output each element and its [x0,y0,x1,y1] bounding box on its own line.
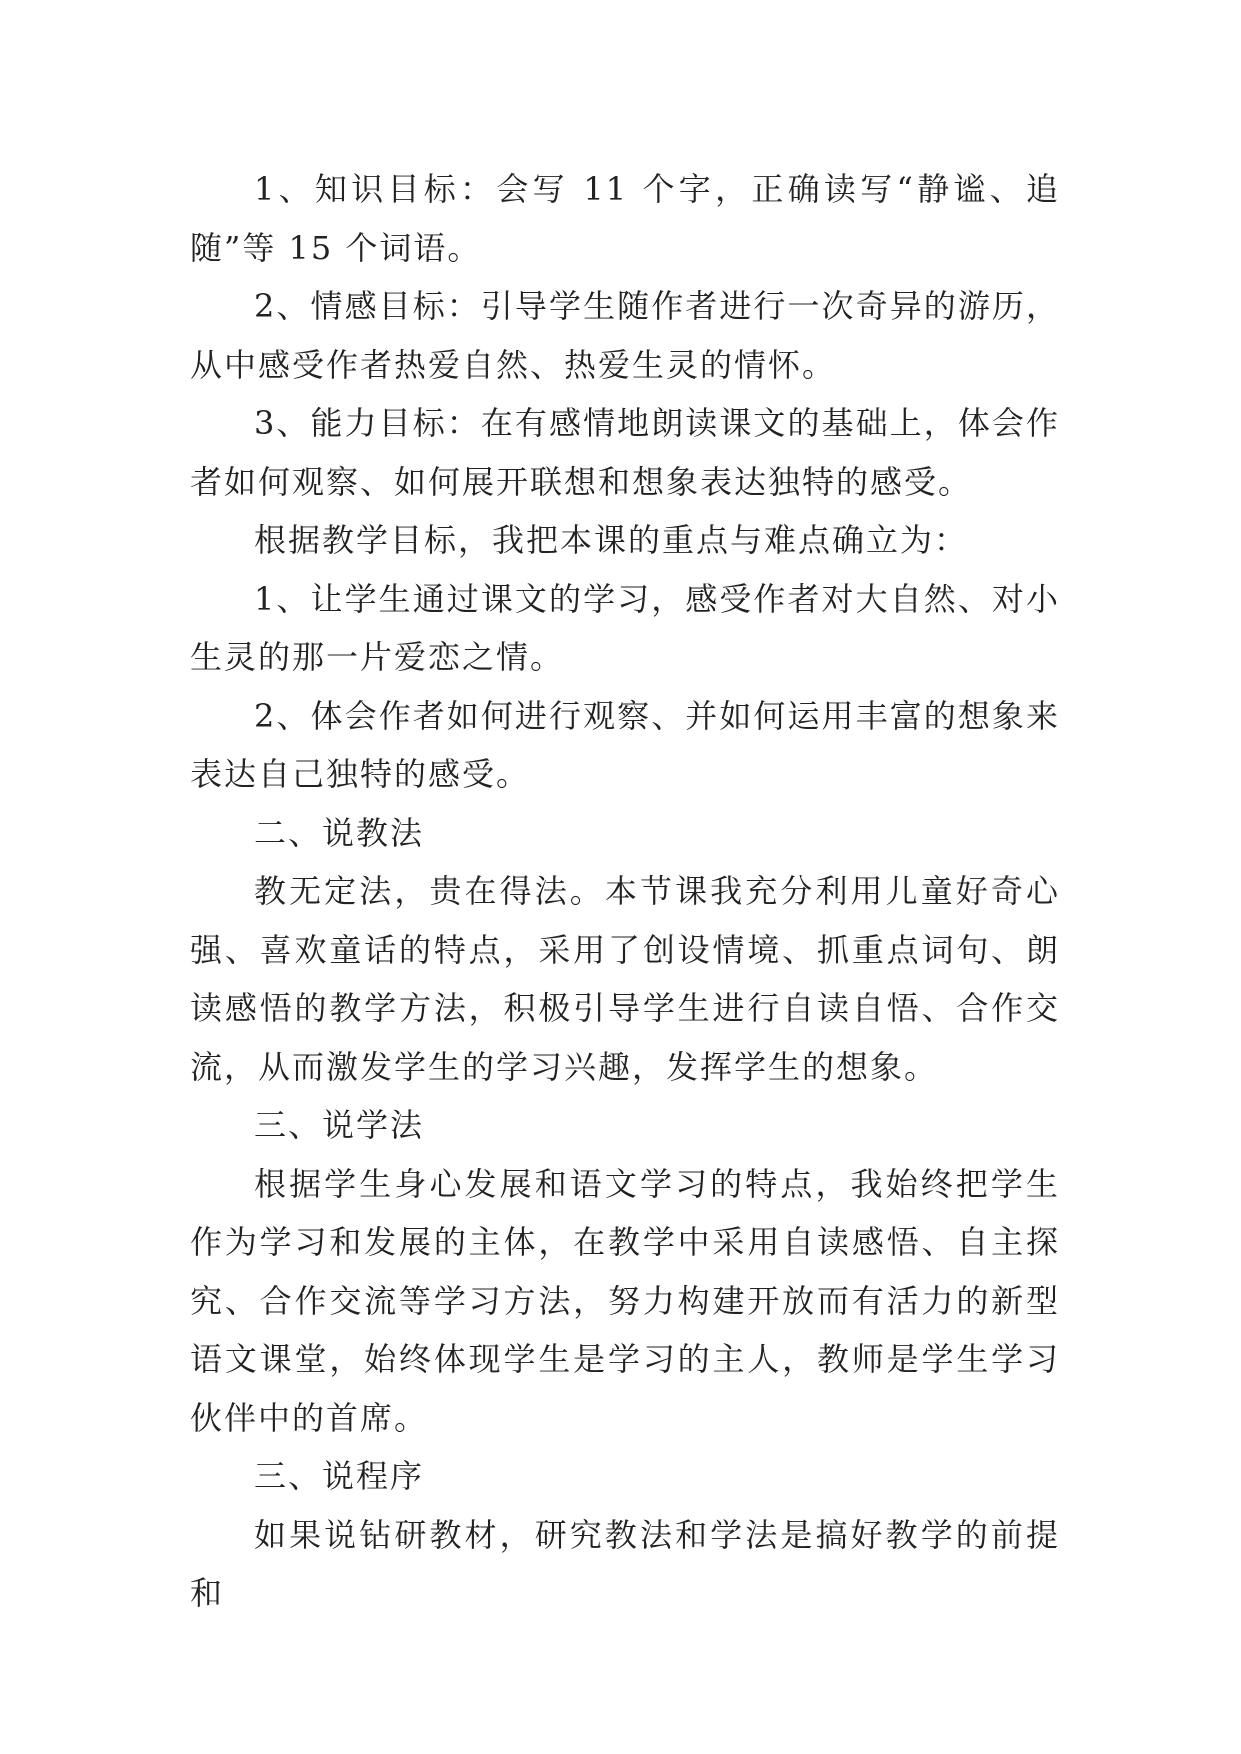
paragraph-key-point-2: 2、体会作者如何进行观察、并如何运用丰富的想象来表达自己独特的感受。 [190,696,1060,793]
paragraph-ability-goal: 3、能力目标：在有感情地朗读课文的基础上，体会作者如何观察、如何展开联想和想象表达独特的感受。 [190,404,1060,501]
paragraph-procedure: 如果说钻研教材，研究教法和学法是搞好教学的前提和 [190,1515,1060,1612]
paragraph-key-point-1: 1、让学生通过课文的学习，感受作者对大自然、对小生灵的那一片爱恋之情。 [190,579,1060,676]
paragraph-key-points-intro: 根据教学目标，我把本课的重点与难点确立为： [254,521,969,559]
section-heading-learning-method: 三、说学法 [254,1106,425,1144]
paragraph-learning-method: 根据学生身心发展和语文学习的特点，我始终把学生作为学习和发展的主体，在教学中采用自读感悟、自主探究、合作交流等学习方法，努力构建开放而有活力的新型语文课堂，始终体现学生是学习的主人，教师是学生学习伙伴中的首席。 [190,1164,1060,1437]
paragraph-knowledge-goal: 1、知识目标：会写 11 个字，正确读写“静谧、追随”等 15 个词语。 [190,170,1060,267]
section-heading-teaching-method: 二、说教法 [254,813,425,852]
paragraph-emotion-goal: 2、情感目标：引导学生随作者进行一次奇异的游历，从中感受作者热爱自然、热爱生灵的情怀。 [190,287,1060,384]
section-heading-procedure: 三、说程序 [254,1457,425,1495]
paragraph-teaching-method: 教无定法，贵在得法。本节课我充分利用儿童好奇心强、喜欢童话的特点，采用了创设情境、抓重点词句、朗读感悟的教学方法，积极引导学生进行自读自悟、合作交流，从而激发学生的学习兴趣，发挥学生的想象。 [190,872,1060,1086]
document-body [190,160,1060,1623]
